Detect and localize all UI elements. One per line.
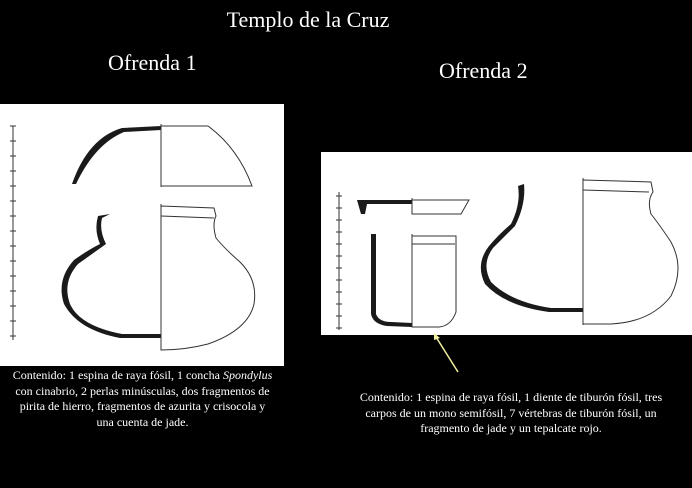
lid-profile — [357, 198, 469, 216]
ofrenda-1-drawing-panel — [0, 104, 284, 366]
caption-text-end: con cinabrio, 2 perlas minúsculas, dos fragmentos de pirita de hierro, fragmentos de azurita y crisocola y una cuenta de jade. — [15, 383, 270, 429]
lid-profile — [72, 124, 252, 188]
ofrenda-1-drawing — [0, 104, 284, 366]
ofrenda-2-contents-caption: Contenido: 1 espina de raya fósil, 1 diente de tiburón fósil, tres carpos de un mono semifósil, 7 vértebras de tiburón fósil, un fragmento de jade y un tepalcate rojo. — [359, 390, 663, 435]
ofrenda-2-drawing — [321, 152, 692, 335]
pointer-arrow — [428, 328, 468, 378]
jar-profile — [62, 204, 255, 350]
page-title: Templo de la Cruz — [226, 7, 390, 32]
scale-bar — [336, 192, 342, 330]
caption-species-name: Spondylus — [222, 368, 273, 382]
ofrenda-1-heading: Ofrenda 1 — [108, 50, 197, 75]
ofrenda-1-contents-caption — [10, 368, 275, 430]
jar-profile — [481, 178, 678, 326]
ofrenda-2-drawing-panel — [321, 152, 692, 335]
caption-text-start: Contenido: 1 espina de raya fósil, 1 concha — [12, 368, 223, 382]
cylinder-vase-profile — [371, 234, 456, 328]
scale-bar — [10, 126, 16, 340]
ofrenda-2-heading: Ofrenda 2 — [439, 58, 528, 83]
